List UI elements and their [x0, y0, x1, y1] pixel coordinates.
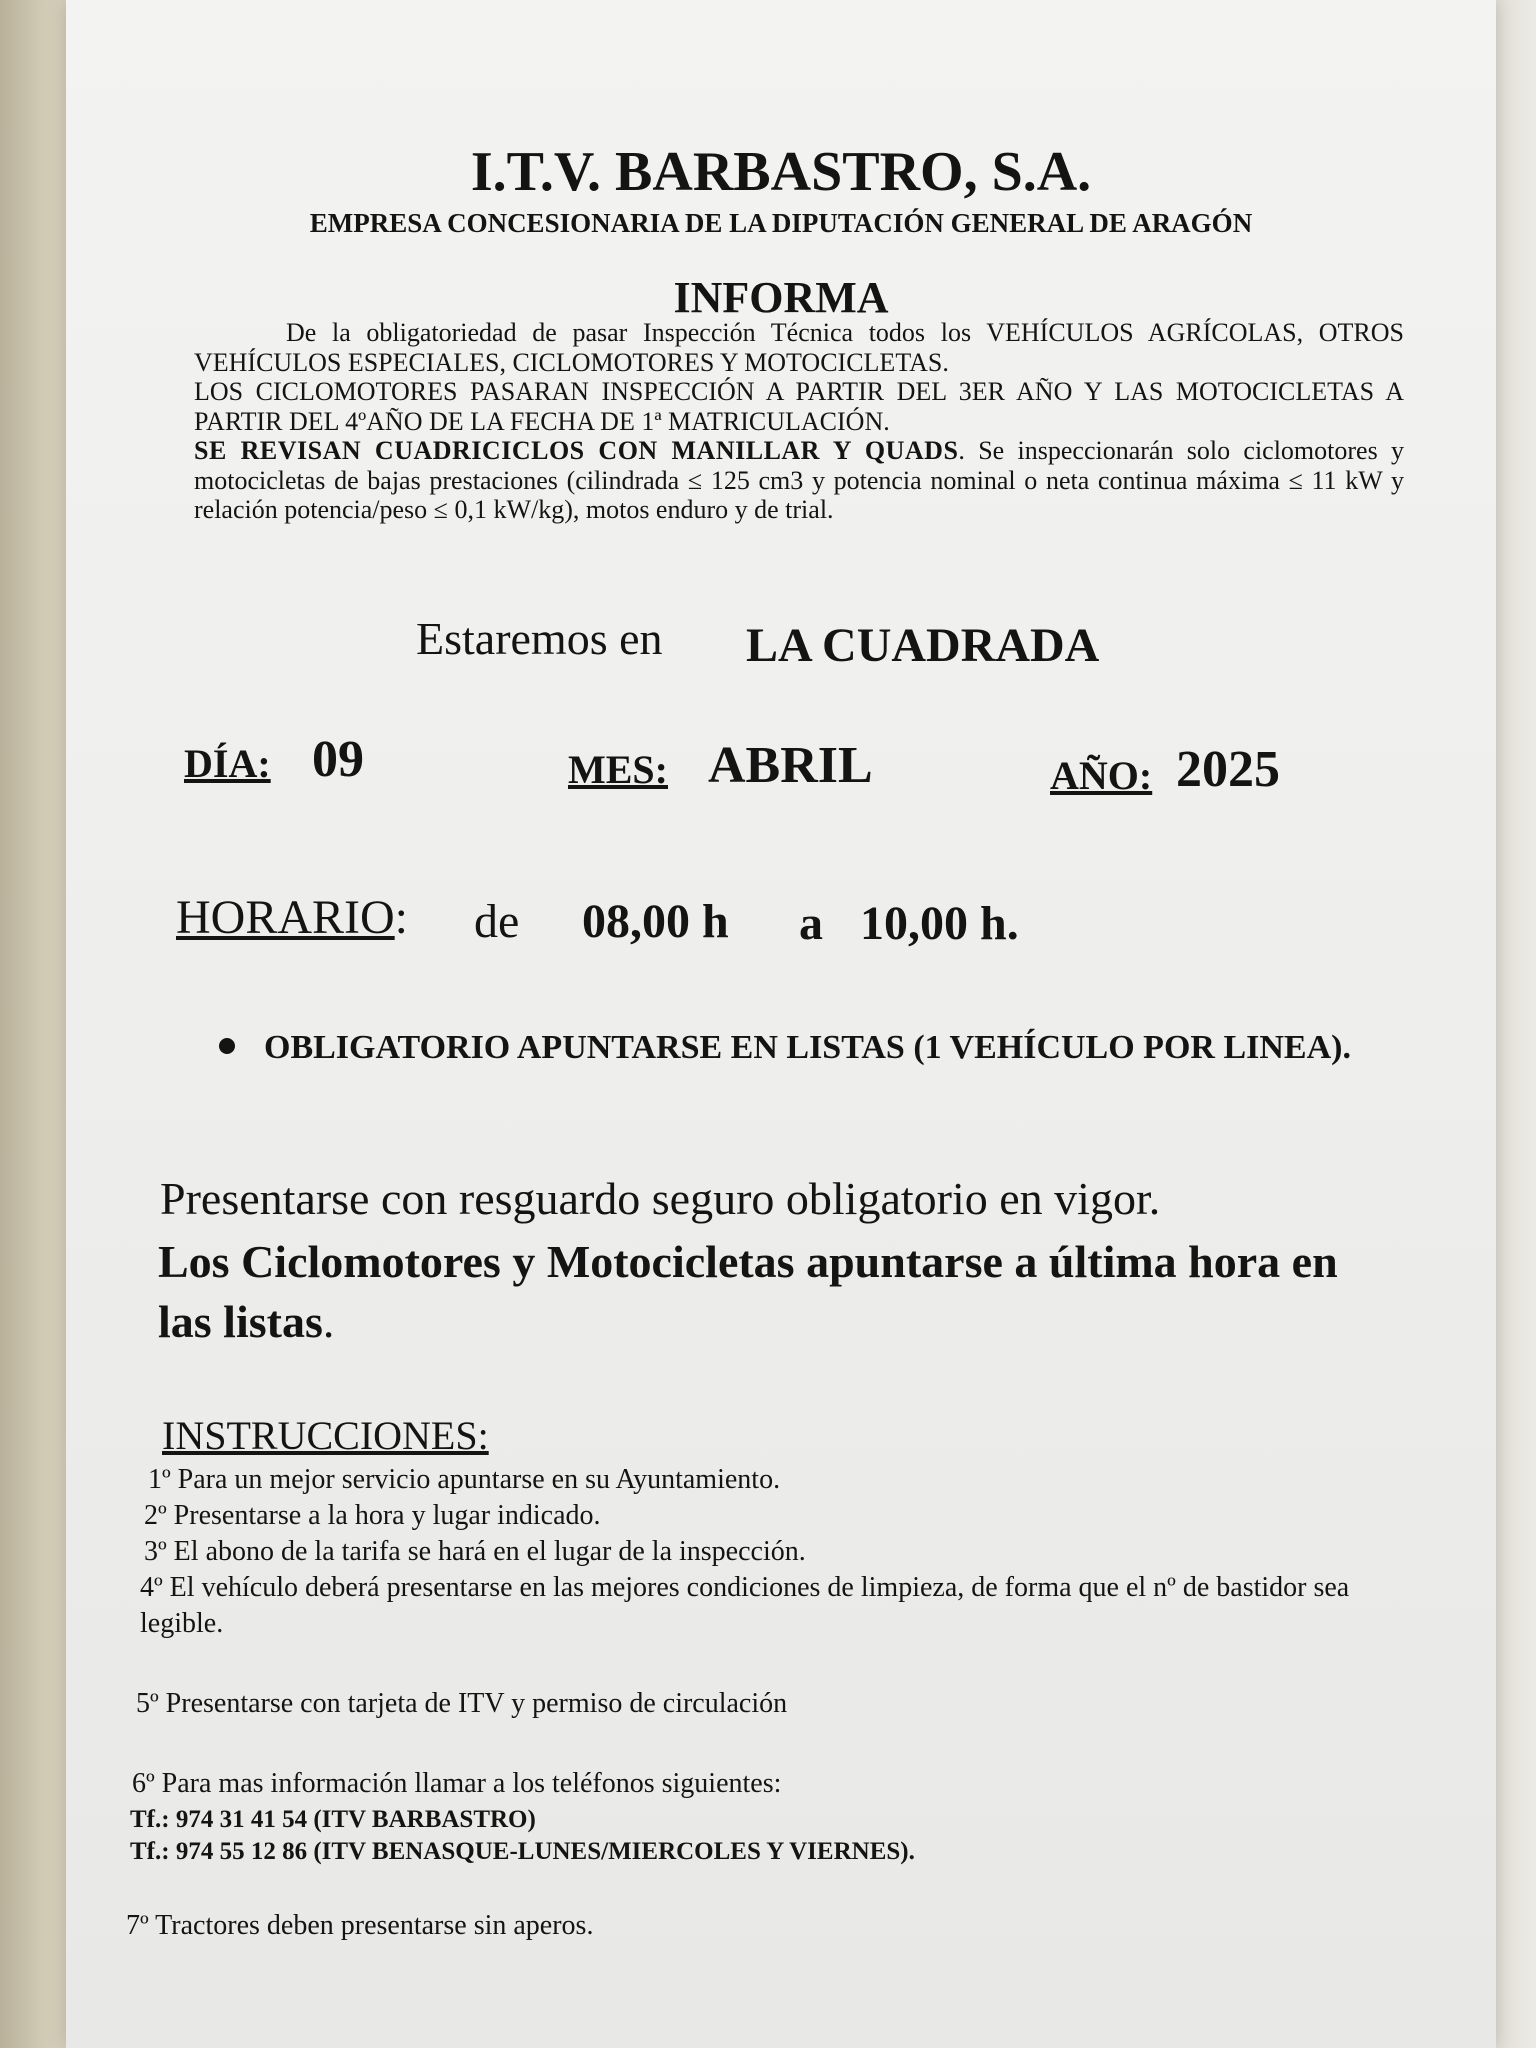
- notice-line-2: LOS CICLOMOTORES PASARAN INSPECCIÓN A PARTIR DEL 3ER AÑO Y LAS MOTOCICLETAS A PARTIR DEL 4ºAÑO DE LA FECHA DE 1ª MATRICULACIÓN.: [194, 377, 1404, 436]
- schedule-start: 08,00 h: [582, 895, 729, 948]
- schedule-to-word: a: [799, 897, 823, 950]
- notice-line-3: [194, 436, 1404, 525]
- month-value: ABRIL: [708, 737, 873, 794]
- notice-paragraph: [194, 318, 1404, 525]
- schedule-label-text: HORARIO: [176, 891, 395, 944]
- present-line-2-end: .: [322, 1296, 335, 1347]
- instruction-item: 5º Presentarse con tarjeta de ITV y permiso de circulación: [136, 1688, 788, 1719]
- company-subtitle: EMPRESA CONCESIONARIA DE LA DIPUTACIÓN GENERAL DE ARAGÓN: [309, 208, 1253, 238]
- notice-sheet: [66, 0, 1496, 2048]
- location-name: LA CUADRADA: [746, 619, 1100, 672]
- schedule-colon: :: [394, 891, 409, 944]
- year-label: AÑO:: [1050, 753, 1153, 798]
- month-label: MES:: [568, 747, 668, 792]
- phone-line: Tf.: 974 55 12 86 (ITV BENASQUE-LUNES/MIERCOLES Y VIERNES).: [130, 1838, 915, 1865]
- day-label: DÍA:: [184, 741, 271, 786]
- instruction-item: 1º Para un mejor servicio apuntarse en su Ayuntamiento.: [148, 1464, 781, 1495]
- bullet-text: OBLIGATORIO APUNTARSE EN LISTAS (1 VEHÍCULO POR LINEA).: [264, 1029, 1351, 1066]
- location-label: Estaremos en: [416, 613, 663, 664]
- bullet-icon: [219, 1038, 235, 1054]
- company-title: I.T.V. BARBASTRO, S.A.: [470, 141, 1092, 203]
- informa-heading: INFORMA: [673, 273, 889, 322]
- schedule-end: 10,00 h.: [860, 897, 1019, 950]
- present-line-1: Presentarse con resguardo seguro obligatorio en vigor.: [160, 1173, 1161, 1224]
- notice-line-3-bold: SE REVISAN CUADRICICLOS CON MANILLAR Y QUADS: [194, 436, 959, 465]
- instruction-item: 6º Para mas información llamar a los teléfonos siguientes:: [132, 1768, 782, 1799]
- instruction-item: 3º El abono de la tarifa se hará en el lugar de la inspección.: [144, 1536, 806, 1567]
- day-value: 09: [312, 731, 364, 788]
- year-value: 2025: [1176, 741, 1280, 798]
- phone-line: Tf.: 974 31 41 54 (ITV BARBASTRO): [130, 1806, 536, 1833]
- present-line-2-text: Los Ciclomotores y Motocicletas apuntarse a última hora en las listas: [158, 1236, 1338, 1347]
- instructions-heading: INSTRUCCIONES:: [162, 1413, 489, 1458]
- notice-line-3-rest: . Se inspeccionarán solo ciclomotores y motocicletas de bajas prestaciones (cilindrada ≤ 125 cm3 y potencia nominal o neta continua máxima ≤ 11 kW y relación potencia/peso ≤ 0,1 kW/kg), motos enduro y de trial.: [194, 436, 1404, 524]
- schedule-from-word: de: [474, 895, 520, 948]
- instruction-item: 4º El vehículo deberá presentarse en las mejores condiciones de limpieza, de forma que el nº de bastidor sea legible.: [140, 1572, 1350, 1639]
- present-line-2: [158, 1232, 1378, 1352]
- instruction-item: 2º Presentarse a la hora y lugar indicado.: [144, 1500, 601, 1531]
- notice-line-1: De la obligatoriedad de pasar Inspección Técnica todos los VEHÍCULOS AGRÍCOLAS, OTROS VEHÍCULOS ESPECIALES, CICLOMOTORES Y MOTOCICLETAS.: [194, 318, 1404, 377]
- instruction-item: 7º Tractores deben presentarse sin aperos.: [126, 1910, 594, 1941]
- schedule-label: [176, 890, 408, 945]
